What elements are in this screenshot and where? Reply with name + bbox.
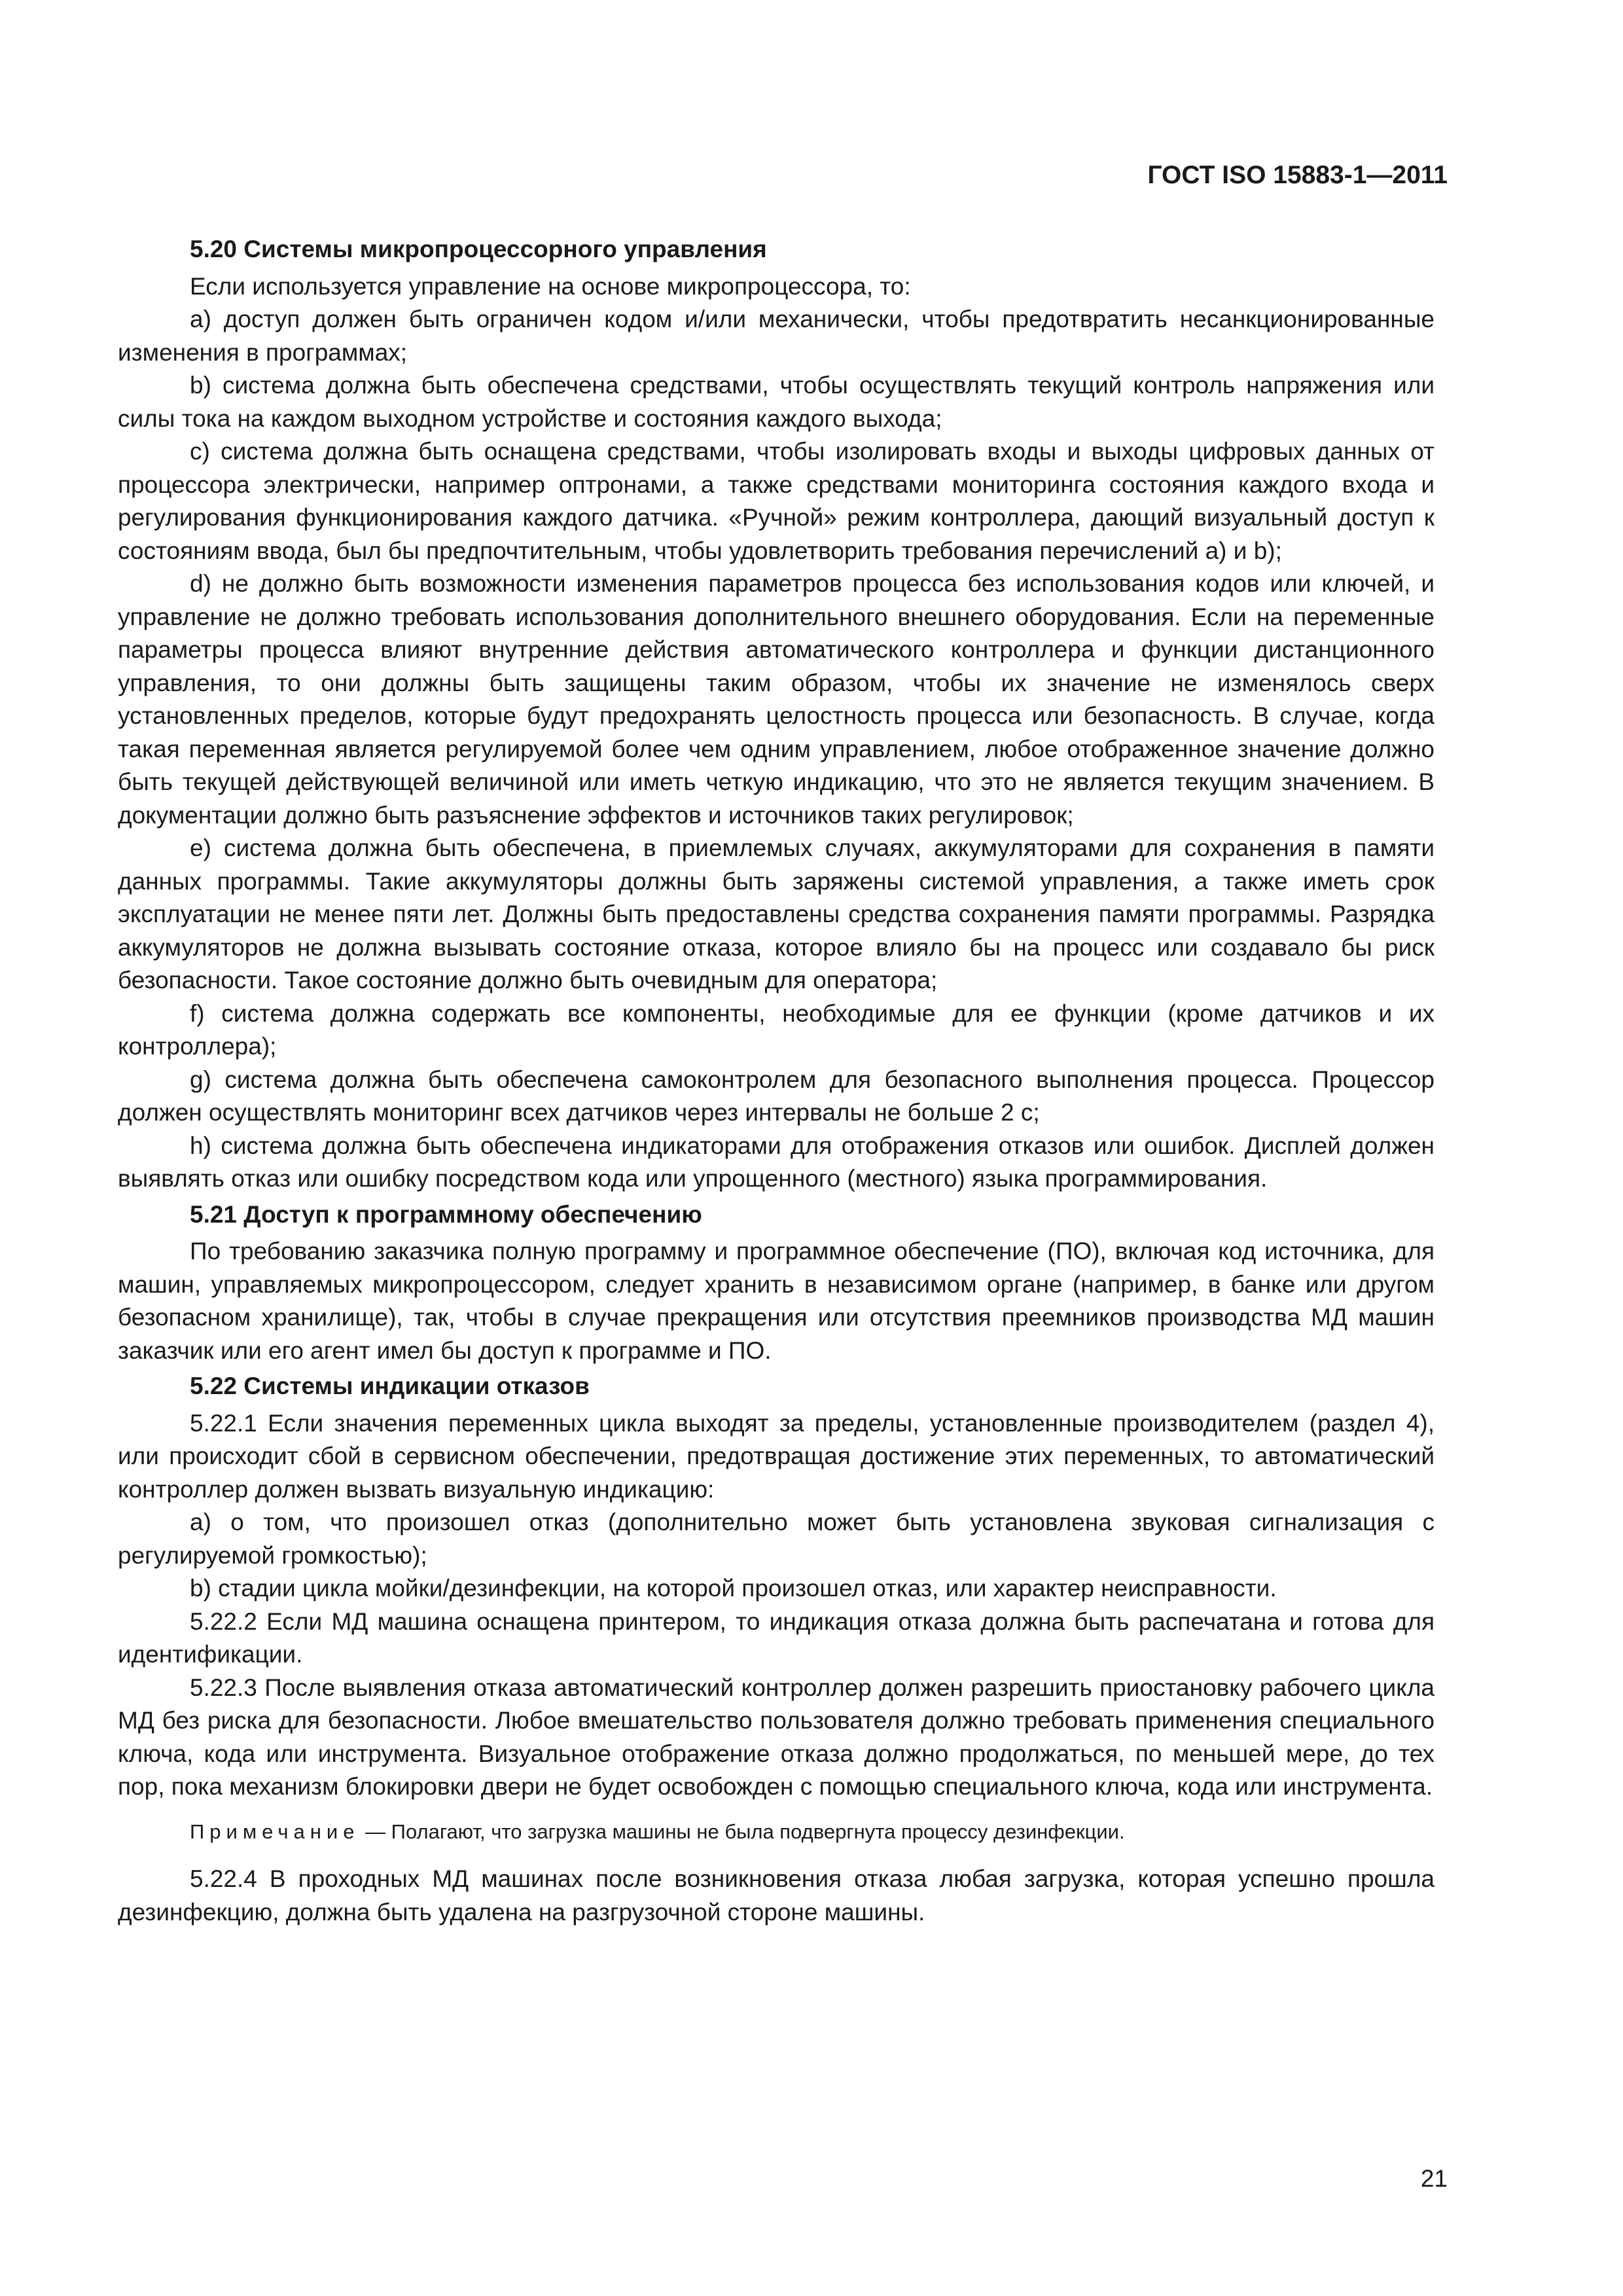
note-text: — Полагают, что загрузка машины не была подвергнута процессу дезинфекции. <box>365 1820 1125 1843</box>
clause-5-22-4: 5.22.4 В проходных МД машинах после возникновения отказа любая загрузка, которая успешно прошла дезинфекцию, должна быть удалена на разгрузочной стороне машины. <box>118 1865 1435 1926</box>
section-5-22-title: 5.22 Системы индикации отказов <box>190 1372 590 1399</box>
list-item-b: b) система должна быть обеспечена средствами, чтобы осуществлять текущий контроль напряжения или силы тока на каждом выходном устройстве и состояния каждого выхода; <box>118 372 1435 432</box>
list-item-e: e) система должна быть обеспечена, в приемлемых случаях, аккумуляторами для сохранения в памяти данных программы. Такие аккумуляторы должны быть заряжены системой управления, а также иметь срок эксплуатации не менее пяти лет. Должны быть предоставлены средства сохранения памяти программы. Разрядка аккумуляторов не должна вызывать состояние отказа, которое влияло бы на процесс или создавало бы риск безопасности. Такое состояние должно быть очевидным для оператора; <box>118 834 1435 994</box>
clause-5-22-3: 5.22.3 После выявления отказа автоматический контроллер должен разрешить приостановку рабочего цикла МД без риска для безопасности. Любое вмешательство пользователя должно требовать применения специального ключа, кода или инструмента. Визуальное отображение отказа должно продолжаться, по меньшей мере, до тех пор, пока механизм блокировки двери не будет освобожден с помощью специального ключа, кода или инструмента. <box>118 1674 1435 1800</box>
section-5-20-intro: Если используется управление на основе микропроцессора, то: <box>190 272 911 300</box>
section-5-20-title: 5.20 Системы микропроцессорного управления <box>190 236 767 262</box>
list-item-f: f) система должна содержать все компоненты, необходимые для ее функции (кроме датчиков и их контроллера); <box>118 999 1435 1060</box>
note-label: Примечание <box>190 1820 360 1843</box>
section-5-21-title: 5.21 Доступ к программному обеспечению <box>190 1200 702 1228</box>
page-number: 21 <box>1420 2165 1448 2192</box>
section-5-21-text: По требованию заказчика полную программу и программное обеспечение (ПО), включая код источника, для машин, управляемых микропроцессором, следует хранить в независимом органе (например, в банке или другом безопасном хранилище), так, чтобы в случае прекращения или отсутствия преемников производства МД машин заказчик или его агент имел бы доступ к программе и ПО. <box>118 1238 1435 1364</box>
list-item-h: h) система должна быть обеспечена индикаторами для отображения отказов или ошибок. Дисплей должен выявлять отказ или ошибку посредством кода или упрощенного (местного) языка программирования. <box>118 1132 1435 1192</box>
clause-5-22-2: 5.22.2 Если МД машина оснащена принтером, то индикация отказа должна быть распечатана и готова для идентификации. <box>118 1607 1435 1668</box>
list-item-g: g) система должна быть обеспечена самоконтролем для безопасного выполнения процесса. Процессор должен осуществлять мониторинг всех датчиков через интервалы не больше 2 с; <box>118 1066 1435 1126</box>
note <box>118 1816 1435 1849</box>
document-body <box>118 230 1435 1929</box>
list-item-c: c) система должна быть оснащена средствами, чтобы изолировать входы и выходы цифровых данных от процессора электрически, например оптронами, а также средствами мониторинга состояния каждого входа и регулирования функционирования каждого датчика. «Ручной» режим контроллера, дающий визуальный доступ к состояниям ввода, был бы предпочтительным, чтобы удовлетворить требования перечислений a) и b); <box>118 438 1435 564</box>
clause-5-22-1: 5.22.1 Если значения переменных цикла выходят за пределы, установленные производителем (раздел 4), или происходит сбой в сервисном обеспечении, предотвращая достижение этих переменных, то автоматический контроллер должен вызвать визуальную индикацию: <box>118 1409 1435 1503</box>
list-item-d: d) не должно быть возможности изменения параметров процесса без использования кодов или ключей, и управление не должно требовать использования дополнительного внешнего оборудования. Если на переменные параметры процесса влияют внутренние действия автоматического контроллера и функции дистанционного управления, то они должны быть защищены таким образом, чтобы их значение не изменялось сверх установленных пределов, которые будут предохранять целостность процесса или безопасность. В случае, когда такая переменная является регулируемой более чем одним управлением, любое отображенное значение должно быть текущей действующей величиной или иметь четкую индикацию, что это не является текущим значением. В документации должно быть разъяснение эффектов и источников таких регулировок; <box>118 570 1435 829</box>
standard-designation: ГОСТ ISO 15883-1—2011 <box>1147 161 1448 189</box>
list-item-a: a) доступ должен быть ограничен кодом и/или механически, чтобы предотвратить несанкционированные изменения в программах; <box>118 306 1435 366</box>
clause-5-22-1-item-b: b) стадии цикла мойки/дезинфекции, на которой произошел отказ, или характер неисправности. <box>190 1575 1277 1602</box>
clause-5-22-1-item-a: a) о том, что произошел отказ (дополнительно может быть установлена звуковая сигнализация с регулируемой громкостью); <box>118 1509 1435 1569</box>
